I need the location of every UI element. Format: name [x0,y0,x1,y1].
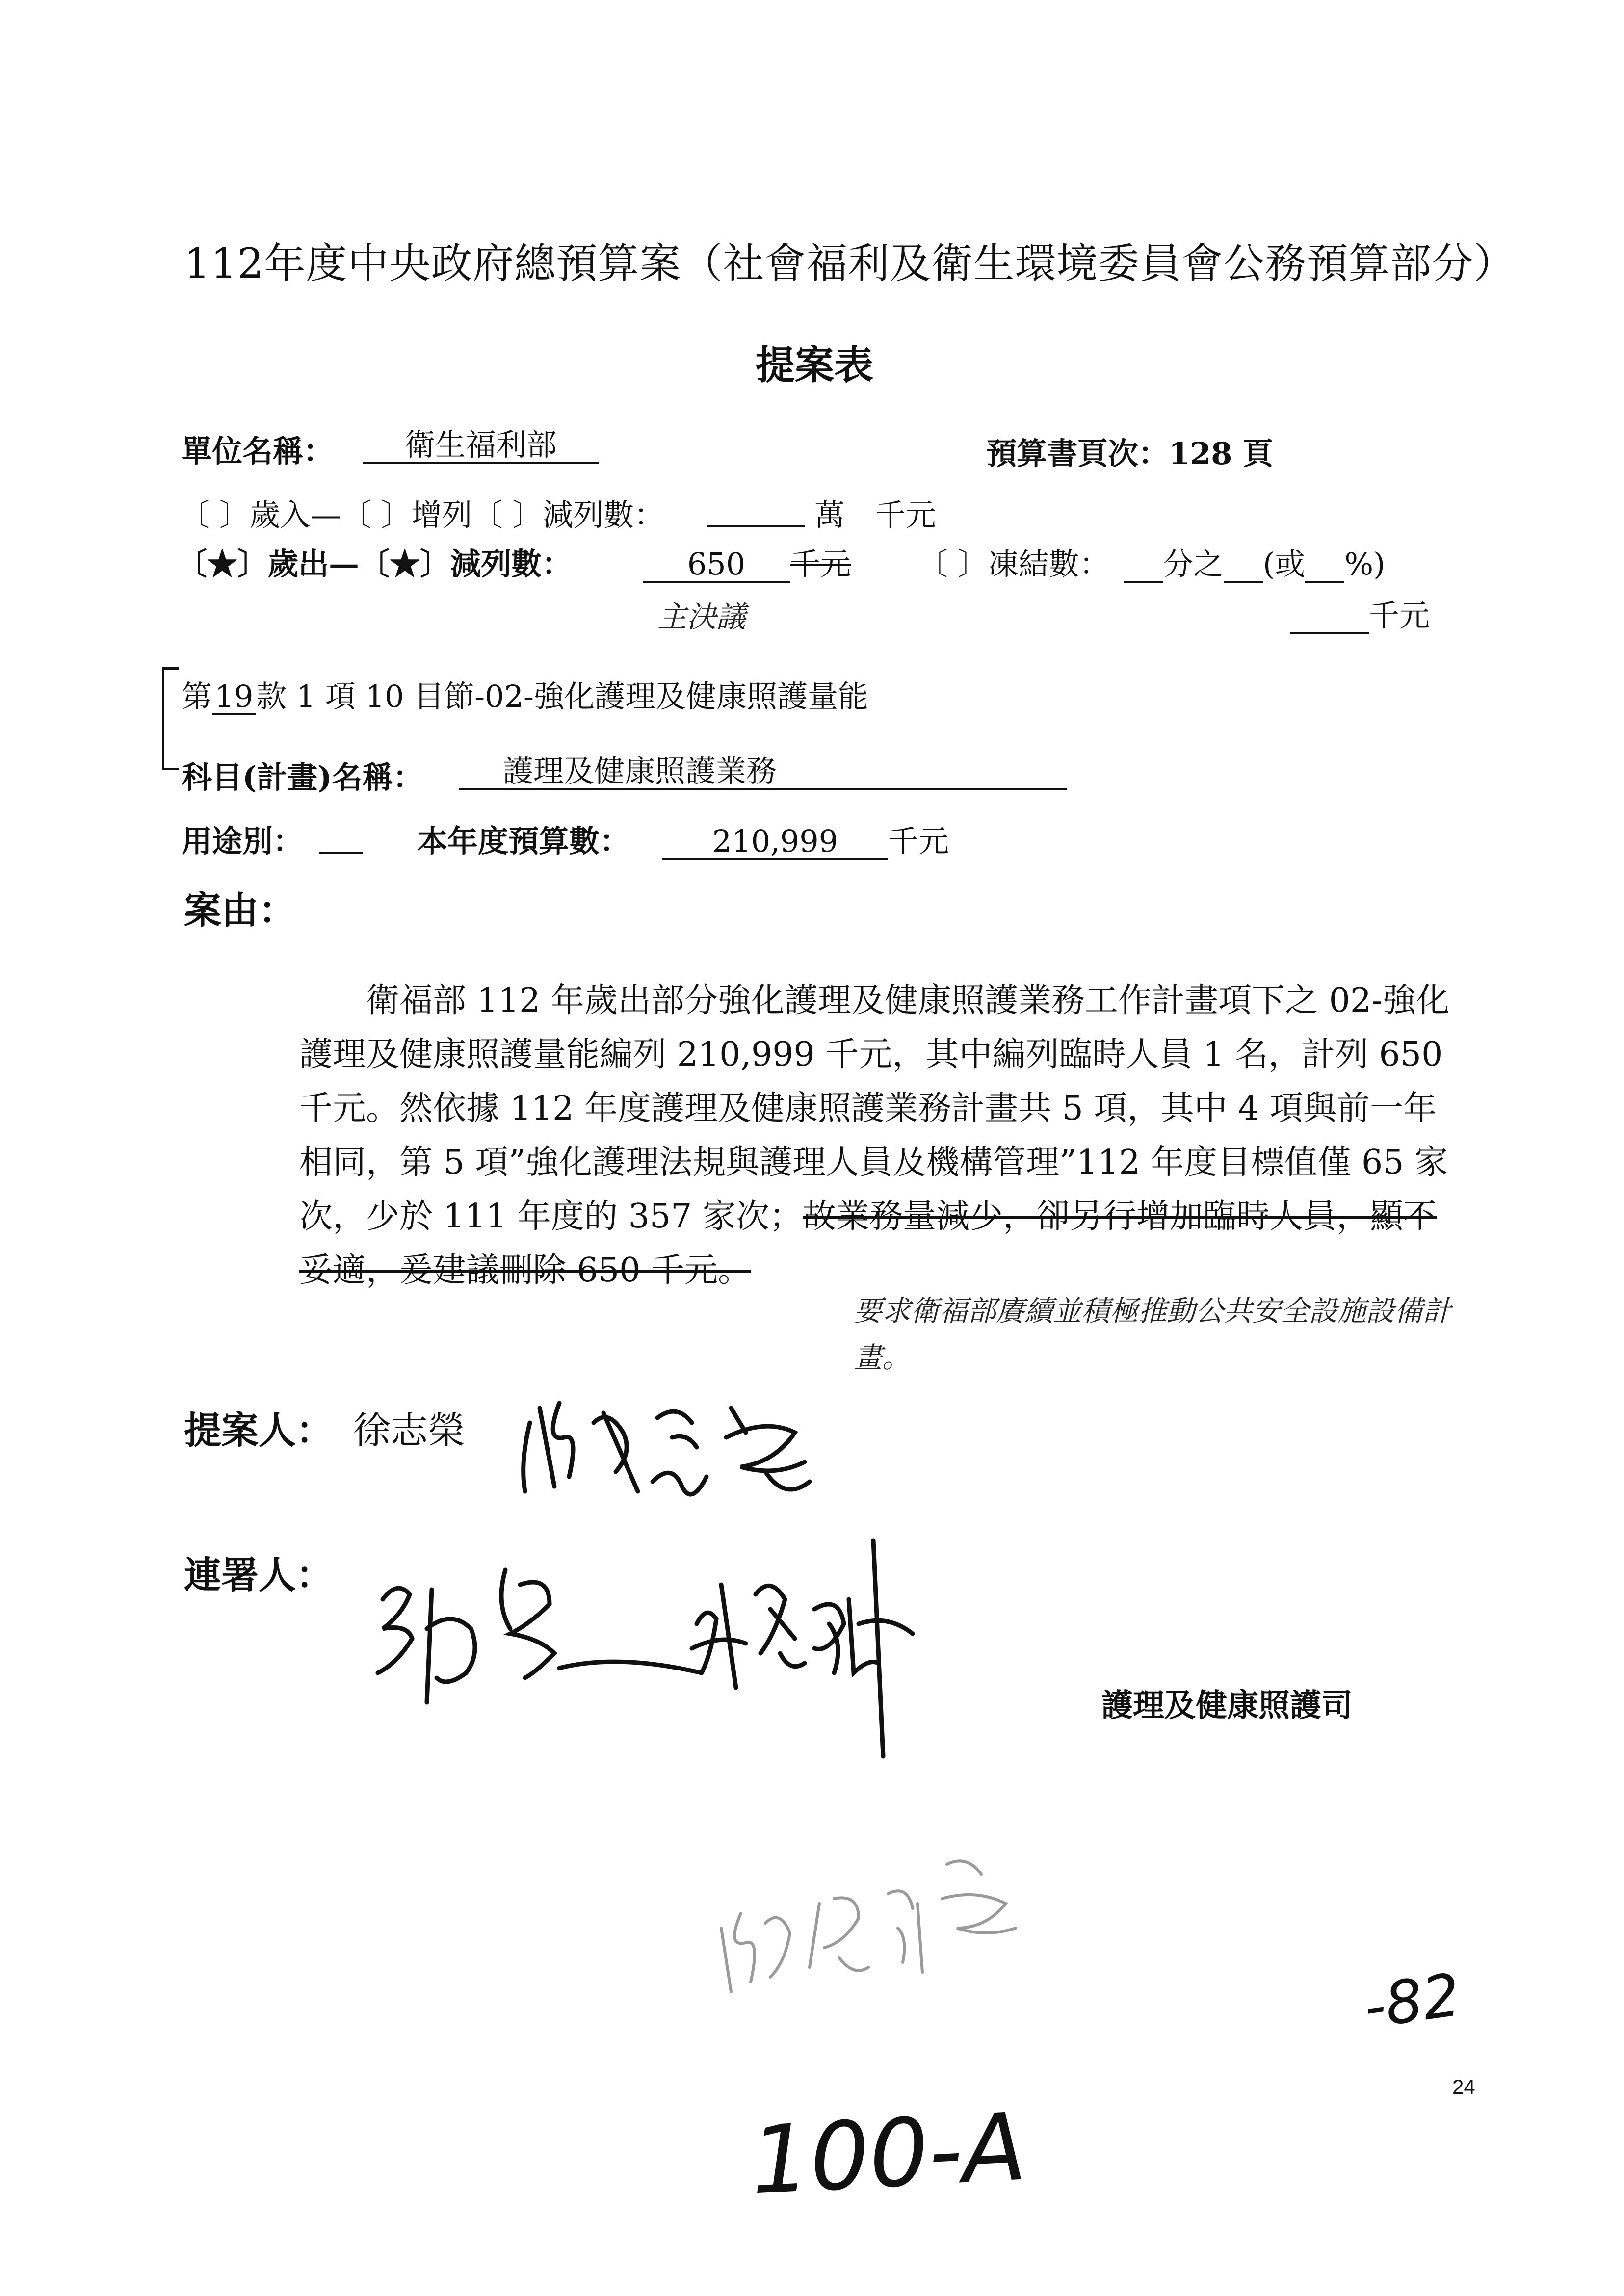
income-unit: 萬 千元 [814,497,937,533]
document-subtitle: 提案表 [756,342,873,388]
freeze-fraction: 分之 [1163,546,1224,582]
cosigner-label: 連署人： [184,1553,333,1597]
expense-amount: 650 [643,548,790,583]
freeze-or: (或 [1263,546,1306,582]
expense-unit: 千元 [790,546,851,582]
case-label: 案由： [184,888,296,932]
plan-label: 科目(計畫)名稱： [182,759,423,795]
proposer-label: 提案人： [184,1409,333,1452]
item-line-rest: 款 1 項 10 目節-02-強化護理及健康照護量能 [256,678,868,714]
item-prefix: 第 [182,678,212,714]
budget-label: 本年度預算數： [417,823,630,859]
case-text [299,974,1467,1298]
subject-bracket [162,667,179,770]
department-name: 護理及健康照護司 [1101,1687,1353,1724]
page-mark: -82 [1360,1961,1465,2042]
budget-page-label: 預算書頁次：128 頁 [986,436,1274,471]
sheet-code: 100-A [748,2092,1029,2216]
budget-value: 210,999 [662,825,888,860]
income-row-label: 〔 〕歲入—〔 〕增列〔 〕減列數： [179,497,665,533]
page-number: 24 [1452,2075,1475,2098]
cosigner-signature-1 [363,1540,707,1717]
handnote-decision: 主決議 [657,600,746,634]
freeze-percent: %) [1344,546,1386,582]
document-title: 112年度中央政府總預算案（社會福利及衛生環境委員會公務預算部分） [184,239,1516,287]
faint-signature [711,1845,1025,2002]
plan-value: 護理及健康照護業務 [459,755,1067,790]
freeze-unit: 千元 [1369,598,1430,633]
freeze-label: 〔 〕凍結數： [917,546,1110,582]
proposer-name: 徐志榮 [353,1409,465,1452]
case-text-struck: 故業務量減少，卻另行增加臨時人員，顯不妥適，爰建議刪除 650 千元。 [299,1197,1437,1290]
item-number: 19 [212,680,256,715]
case-text-main: 衛福部 112 年歲出部分強化護理及健康照護業務工作計畫項下之 02-強化護理及健康照護量能編列 210,999 千元，其中編列臨時人員 1 名，計列 650 千元。然依據 112 年度護理及健康照護業務計畫共 5 項，其中 4 項與前一年相同，第 5 項”強化護理法規與護理人員及機構管理”112 年度目標值僅 65 家次，少於 111 年度的 357 家次； [299,981,1450,1236]
cosigner-signature-2 [682,1526,927,1761]
unit-label: 單位名稱： [182,433,334,469]
expense-row-label: 〔★〕歲出—〔★〕減列數： [177,546,573,582]
unit-value: 衛生福利部 [363,428,599,464]
budget-unit: 千元 [888,823,949,859]
purpose-label: 用途別： [182,823,304,859]
case-handnote: 要求衛福部賡續並積極推動公共安全設施設備計畫。 [854,1294,1452,1374]
proposer-signature [510,1364,829,1511]
